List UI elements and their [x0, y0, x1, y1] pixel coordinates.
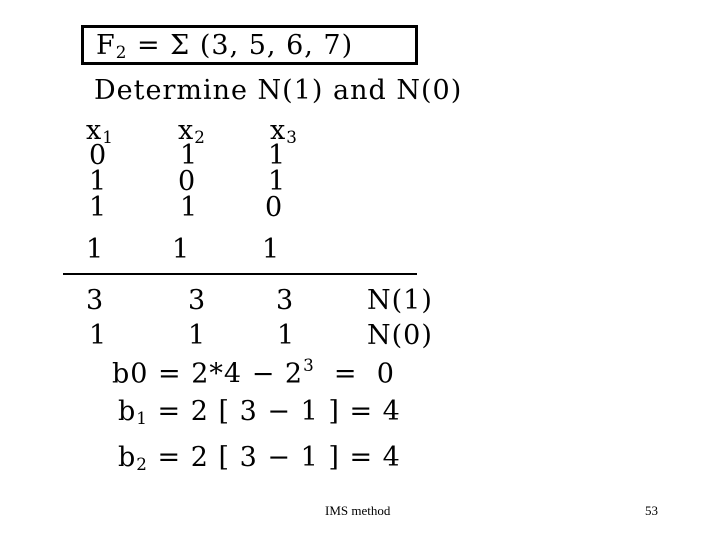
n0-c2: 1 — [188, 320, 207, 351]
ones-c2: 1 — [172, 234, 191, 265]
cell-r3-c1: 1 — [89, 192, 108, 223]
function-box — [81, 25, 418, 65]
header-x1: $x_1$ — [86, 115, 114, 148]
n0-label: N(0) — [367, 320, 433, 351]
determine-prompt: Determine N(1) and N(0) — [94, 75, 463, 106]
n0-c3: 1 — [277, 320, 296, 351]
cell-r1-c3: 1 — [268, 140, 287, 171]
header-x3: $x_3$ — [270, 115, 298, 148]
function-equation: $F_2 = \Sigma$ (3, 5, 6, 7) — [96, 30, 354, 63]
cell-r2-c1: 1 — [89, 166, 108, 197]
cell-r1-c2: 1 — [180, 140, 199, 171]
n1-c1: 3 — [86, 285, 105, 316]
footer-title: IMS method — [325, 503, 391, 518]
ones-c3: 1 — [262, 234, 281, 265]
b2-equation: $b_2 = 2$ [ 3 − 1 ] = 4 — [118, 442, 401, 475]
n1-c3: 3 — [276, 285, 295, 316]
cell-r3-c2: 1 — [180, 192, 199, 223]
n1-c2: 3 — [188, 285, 207, 316]
b1-equation: $b_1 = 2$ [ 3 − 1 ] = 4 — [118, 396, 401, 429]
cell-r2-c3: 1 — [268, 166, 287, 197]
page-number: 53 — [645, 503, 658, 518]
n0-c1: 1 — [89, 320, 108, 351]
b0-equation: $b0 = 2*4 - 2^3 = 0$ — [112, 355, 395, 390]
separator-line — [63, 273, 417, 275]
header-x2: $x_2$ — [178, 115, 206, 148]
ones-c1: 1 — [86, 234, 105, 265]
cell-r2-c2: 0 — [178, 166, 197, 197]
cell-r3-c3: 0 — [265, 192, 284, 223]
cell-r1-c1: 0 — [89, 140, 108, 171]
n1-label: N(1) — [367, 285, 433, 316]
